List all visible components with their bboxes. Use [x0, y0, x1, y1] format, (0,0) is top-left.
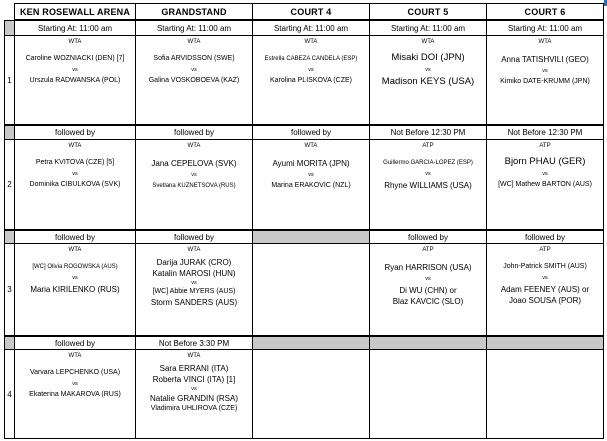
- match-players: [16, 368, 134, 400]
- match-time-note: Starting At: 11:00 am: [369, 20, 487, 36]
- match-players: [137, 257, 251, 308]
- match-players: [137, 158, 251, 191]
- player-name: Galina VOSKOBOEVA (KAZ): [148, 77, 240, 84]
- event-label: WTA: [187, 247, 201, 253]
- player-name: Marina ERAKOVIC (NZL): [271, 182, 351, 189]
- match-cell: [135, 243, 253, 336]
- player-name: Storm SANDERS (AUS): [150, 298, 238, 307]
- court-header: COURT 5: [369, 3, 487, 20]
- match-cell: [14, 243, 136, 336]
- versus-label: vs: [191, 67, 197, 73]
- match-time-note: Not Before 12:30 PM: [369, 125, 487, 140]
- match-players: [371, 52, 485, 88]
- player-name: Vladimira UHLIROVA (CZE): [150, 405, 238, 412]
- versus-label: vs: [191, 280, 197, 286]
- match-time-note: followed by: [486, 230, 604, 244]
- empty-match-cell: [369, 349, 487, 439]
- player-name: Ayumi MORITA (JPN): [272, 159, 350, 168]
- versus-label: vs: [72, 275, 78, 281]
- event-label: WTA: [68, 353, 82, 359]
- event-label: WTA: [304, 143, 318, 149]
- player-name: Petra KVITOVA (CZE) [5]: [35, 159, 115, 166]
- player-name: Madison KEYS (USA): [381, 76, 475, 87]
- player-name: Guillermo GARCIA-LOPEZ (ESP): [383, 160, 473, 166]
- match-cell: [135, 35, 253, 125]
- match-players: [488, 262, 602, 306]
- player-name: [WC] Olivia ROGOWSKA (AUS): [32, 264, 118, 270]
- court-header: COURT 4: [252, 3, 370, 20]
- match-players: [254, 158, 368, 191]
- versus-label: vs: [425, 276, 431, 282]
- match-time-note: followed by: [135, 230, 253, 244]
- match-time-note: followed by: [14, 336, 136, 350]
- match-cell: [486, 35, 604, 125]
- match-time-note: Starting At: 11:00 am: [486, 20, 604, 36]
- match-players: [371, 262, 485, 307]
- event-label: WTA: [304, 39, 318, 45]
- versus-label: vs: [542, 275, 548, 281]
- player-name: Svetlana KUZNETSOVA (RUS): [152, 183, 236, 189]
- match-time-note: Starting At: 11:00 am: [14, 20, 136, 36]
- player-name: Caroline WOZNIACKI (DEN) [7]: [25, 55, 125, 62]
- match-cell: [14, 349, 136, 439]
- versus-label: vs: [72, 381, 78, 387]
- match-cell: [252, 139, 370, 230]
- player-name: Sofia ARVIDSSON (SWE): [153, 55, 235, 62]
- versus-label: vs: [72, 67, 78, 73]
- empty-match-cell: [252, 243, 370, 336]
- empty-match-cell: [252, 349, 370, 439]
- match-players: [254, 54, 368, 86]
- player-name: Rhyne WILLIAMS (USA): [384, 181, 472, 190]
- match-time-note: Starting At: 11:00 am: [252, 20, 370, 36]
- match-time-note: followed by: [252, 125, 370, 140]
- match-time-note: Starting At: 11:00 am: [135, 20, 253, 36]
- match-cell: [369, 35, 487, 125]
- event-label: WTA: [68, 39, 82, 45]
- versus-label: vs: [425, 67, 431, 73]
- match-players: [137, 363, 251, 414]
- empty-match-cell: [486, 349, 604, 439]
- court-header: KEN ROSEWALL ARENA: [14, 3, 136, 20]
- match-time-note: followed by: [14, 230, 136, 244]
- versus-label: vs: [308, 67, 314, 73]
- match-cell: [135, 349, 253, 439]
- player-name: Bjorn PHAU (GER): [504, 156, 586, 167]
- match-order-number: 2: [4, 139, 15, 230]
- empty-time-note: [252, 230, 370, 244]
- empty-time-note: [369, 336, 487, 350]
- match-cell: [369, 139, 487, 230]
- player-name: Roberta VINCI (ITA) [1]: [152, 375, 236, 384]
- player-name: Estrella CABEZA CANDELA (ESP): [264, 56, 358, 62]
- match-players: [16, 158, 134, 190]
- versus-label: vs: [542, 171, 548, 177]
- player-name: John-Patrick SMITH (AUS): [503, 263, 587, 270]
- versus-label: vs: [191, 172, 197, 178]
- player-name: Urszula RADWANSKA (POL): [29, 77, 121, 84]
- match-order-number: 3: [4, 243, 15, 336]
- event-label: WTA: [538, 39, 552, 45]
- court-header: GRANDSTAND: [135, 3, 253, 20]
- match-cell: [252, 35, 370, 125]
- player-name: Ekaterina MAKAROVA (RUS): [29, 391, 121, 398]
- player-name: Sara ERRANI (ITA): [159, 364, 229, 373]
- player-name: Joao SOUSA (POR): [508, 296, 582, 305]
- empty-time-note: [486, 336, 604, 350]
- match-players: [137, 54, 251, 86]
- player-name: Ryan HARRISON (USA): [384, 263, 472, 272]
- match-cell: [14, 35, 136, 125]
- event-label: WTA: [68, 247, 82, 253]
- match-cell: [14, 139, 136, 230]
- match-time-note: followed by: [14, 125, 136, 140]
- match-players: [16, 262, 134, 295]
- event-label: ATP: [422, 143, 434, 149]
- match-cell: [369, 243, 487, 336]
- player-name: Maria KIRILENKO (RUS): [30, 285, 120, 294]
- player-name: Natalie GRANDIN (RSA): [149, 394, 238, 403]
- match-cell: [486, 243, 604, 336]
- player-name: Katalin MAROSI (HUN): [152, 269, 236, 278]
- player-name: Kimiko DATE-KRUMM (JPN): [500, 78, 590, 85]
- player-name: Jana CEPELOVA (SVK): [151, 159, 237, 168]
- player-name: Darija JURAK (CRO): [156, 258, 232, 267]
- player-name: Dominika CIBULKOVA (SVK): [29, 181, 121, 188]
- player-name: Di WU (CHN) or: [399, 286, 457, 295]
- event-label: WTA: [187, 353, 201, 359]
- player-name: Blaz KAVCIC (SLO): [392, 297, 464, 306]
- player-name: [WC] Mathew BARTON (AUS): [498, 181, 592, 188]
- match-time-note: Not Before 3:30 PM: [135, 336, 253, 350]
- match-cell: [135, 139, 253, 230]
- event-label: WTA: [187, 143, 201, 149]
- empty-time-note: [252, 336, 370, 350]
- player-name: Misaki DOI (JPN): [391, 52, 465, 63]
- match-players: [16, 54, 134, 86]
- match-time-note: Not Before 12:30 PM: [486, 125, 604, 140]
- player-name: Anna TATISHVILI (GEO): [501, 55, 589, 64]
- player-name: [WC] Abbie MYERS (AUS): [152, 288, 236, 295]
- match-players: [488, 54, 602, 87]
- match-time-note: followed by: [135, 125, 253, 140]
- player-name: Karolina PLISKOVA (CZE): [270, 77, 352, 84]
- versus-label: vs: [542, 68, 548, 74]
- match-players: [371, 158, 485, 191]
- event-label: WTA: [68, 143, 82, 149]
- versus-label: vs: [425, 171, 431, 177]
- match-time-note: followed by: [369, 230, 487, 244]
- versus-label: vs: [308, 172, 314, 178]
- versus-label: vs: [191, 386, 197, 392]
- match-order-number: 4: [4, 349, 15, 439]
- player-name: Adam FEENEY (AUS) or: [500, 285, 590, 294]
- court-header: COURT 6: [486, 3, 604, 20]
- event-label: WTA: [421, 39, 435, 45]
- event-label: ATP: [539, 247, 551, 253]
- match-order-number: 1: [4, 35, 15, 125]
- player-name: Varvara LEPCHENKO (USA): [29, 369, 121, 376]
- event-label: WTA: [187, 39, 201, 45]
- event-label: ATP: [539, 143, 551, 149]
- match-players: [488, 156, 602, 190]
- versus-label: vs: [72, 171, 78, 177]
- event-label: ATP: [422, 247, 434, 253]
- match-cell: [486, 139, 604, 230]
